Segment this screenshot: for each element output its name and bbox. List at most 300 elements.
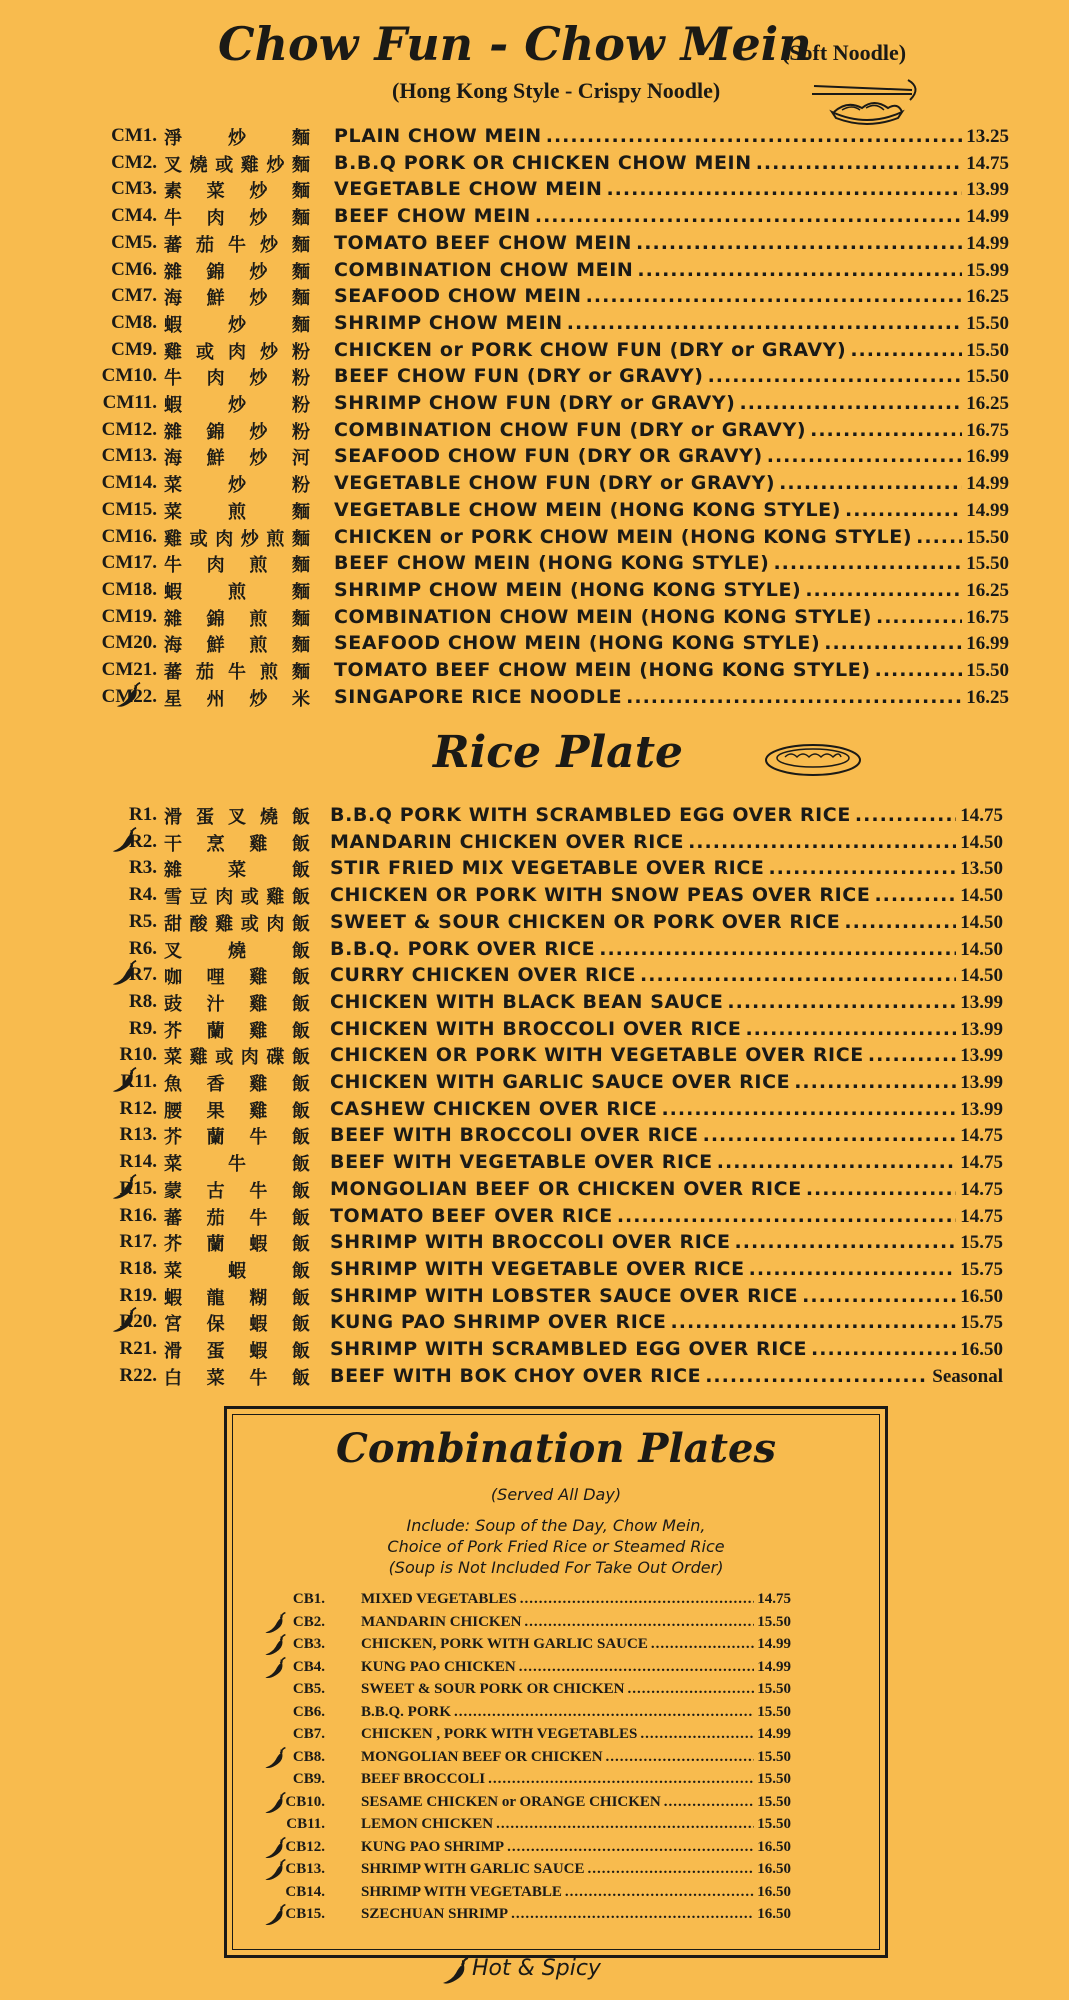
item-name: TOMATO BEEF CHOW MEIN [334, 231, 633, 254]
zh-char: 飯 [292, 1260, 310, 1282]
combo-code: CB5. [292, 1681, 325, 1697]
zh-char: 蕃 [164, 662, 182, 683]
item-chinese-name [164, 856, 310, 882]
zh-char: 麵 [291, 528, 310, 550]
dot-leader [606, 1749, 755, 1766]
dot-leader [535, 205, 962, 227]
menu-item [0, 336, 1069, 363]
dot-leader [599, 938, 956, 960]
dot-leader [640, 964, 956, 986]
item-code: R16. [119, 1204, 157, 1226]
dot-leader [661, 1098, 956, 1120]
zh-char: 淨 [164, 128, 182, 149]
combo-code: CB3. [292, 1636, 325, 1652]
combo-name: B.B.Q. PORK [361, 1703, 452, 1720]
zh-char: 魚 [164, 1074, 182, 1095]
item-code: R4. [129, 884, 157, 906]
dot-leader [524, 1614, 754, 1631]
zh-char: 蛋 [206, 1341, 225, 1362]
item-chinese-name [164, 311, 310, 337]
item-price: 15.50 [966, 660, 1009, 681]
item-price: 15.75 [960, 1312, 1003, 1334]
item-chinese-name [164, 1284, 310, 1310]
zh-char: 雞 [249, 1100, 268, 1122]
menu-item [0, 1255, 1069, 1282]
item-code: R21. [119, 1338, 157, 1359]
zh-char: 炒 [228, 395, 246, 416]
zh-char: 果 [206, 1100, 225, 1122]
combination-item [227, 1657, 885, 1679]
zh-char: 香 [206, 1074, 225, 1095]
item-code: CM8. [111, 311, 157, 333]
item-name: BEEF CHOW MEIN (HONG KONG STYLE) [334, 552, 770, 575]
combo-name: MIXED VEGETABLES [361, 1591, 517, 1607]
zh-char: 炒 [260, 341, 278, 363]
item-code: CM12. [101, 418, 157, 440]
menu-item [0, 362, 1069, 389]
zh-char: 飯 [291, 887, 310, 909]
zh-char: 煎 [228, 501, 246, 523]
zh-char: 滑 [164, 807, 182, 828]
combination-title: Combination Plates [336, 1425, 776, 1472]
item-name: CHICKEN or PORK CHOW FUN (DRY or GRAVY) [334, 338, 847, 361]
dot-leader [636, 232, 962, 254]
item-code: CM21. [101, 659, 157, 680]
item-name: VEGETABLE CHOW FUN (DRY or GRAVY) [334, 472, 776, 495]
dot-leader [779, 472, 962, 494]
dot-leader [520, 1591, 755, 1608]
dot-leader [565, 1884, 754, 1901]
noodle-bowl-icon [812, 70, 924, 128]
zh-char: 飯 [291, 833, 310, 855]
zh-char: 菜 [228, 860, 246, 882]
item-name: BEEF WITH BOK CHOY OVER RICE [330, 1364, 702, 1387]
item-chinese-name [164, 1364, 310, 1390]
menu-item [0, 549, 1069, 576]
zh-char: 炒 [249, 421, 268, 443]
zh-char: 肉 [206, 208, 225, 230]
zh-char: 牛 [228, 1154, 246, 1176]
rice-plate-icon [763, 741, 863, 779]
item-name: SHRIMP CHOW MEIN (HONG KONG STYLE) [334, 578, 802, 601]
combination-item [227, 1837, 885, 1859]
dot-leader [845, 499, 962, 521]
item-price: 14.75 [960, 1205, 1003, 1227]
combo-name: MONGOLIAN BEEF OR CHICKEN [361, 1748, 603, 1765]
legend [440, 1956, 601, 1981]
zh-char: 麵 [292, 234, 310, 256]
dot-leader [671, 1311, 957, 1333]
menu-item [0, 801, 1069, 828]
item-code: R8. [129, 990, 157, 1012]
zh-char: 飯 [291, 1180, 310, 1202]
combo-name: SZECHUAN SHRIMP [361, 1906, 509, 1922]
zh-char: 炒 [240, 528, 259, 550]
zh-char: 肉 [206, 368, 225, 390]
dot-leader [688, 831, 956, 853]
zh-char: 炒 [249, 688, 268, 710]
combo-price: 15.50 [757, 1681, 791, 1697]
zh-char: 或 [189, 528, 208, 550]
item-name: CHICKEN OR PORK WITH VEGETABLE OVER RICE [330, 1044, 864, 1067]
zh-char: 飯 [291, 1207, 310, 1229]
combo-code: CB4. [292, 1658, 325, 1675]
legend-label: Hot & Spicy [472, 1956, 601, 1981]
item-code: R2. [129, 830, 157, 852]
item-code: R9. [129, 1017, 157, 1039]
zh-char: 炒 [249, 288, 268, 310]
item-name: VEGETABLE CHOW MEIN [334, 178, 603, 201]
item-name: SWEET & SOUR CHICKEN OR PORK OVER RICE [330, 910, 841, 933]
zh-char: 或 [196, 341, 214, 363]
zh-char: 蘭 [206, 1234, 225, 1256]
include-line-1: Include: Soup of the Day, Chow Mein, [406, 1516, 706, 1535]
zh-char: 飯 [292, 807, 310, 828]
zh-char: 麵 [291, 608, 310, 630]
menu-item [0, 256, 1069, 283]
menu-item [0, 175, 1069, 202]
item-chinese-name [164, 1043, 310, 1069]
menu-item [0, 935, 1069, 962]
zh-char: 哩 [206, 967, 225, 989]
zh-char: 飯 [291, 1367, 310, 1389]
combo-price: 14.99 [757, 1658, 791, 1675]
pepper-icon [263, 1903, 287, 1932]
dot-leader [703, 1124, 957, 1146]
item-chinese-name [164, 1337, 310, 1363]
zh-char: 煎 [249, 635, 268, 657]
combo-price: 16.50 [757, 1861, 791, 1877]
dot-leader [875, 659, 963, 681]
combo-code: CB12. [285, 1838, 325, 1855]
item-chinese-name [164, 525, 310, 551]
menu-item [0, 229, 1069, 256]
zh-char: 牛 [228, 662, 246, 683]
item-code: R11. [120, 1071, 157, 1092]
combo-price: 16.50 [757, 1883, 791, 1900]
combo-name: MANDARIN CHICKEN [361, 1613, 522, 1630]
zh-char: 炒 [260, 234, 278, 256]
menu-item [0, 202, 1069, 229]
dot-leader [768, 857, 956, 879]
dot-leader [824, 632, 962, 654]
zh-char: 雞 [249, 1074, 268, 1095]
item-price: 13.99 [966, 179, 1009, 201]
menu-item [0, 1095, 1069, 1122]
zh-char: 炒 [228, 475, 246, 497]
zh-char: 咖 [164, 967, 182, 989]
zh-char: 或 [240, 913, 259, 935]
zh-char: 蒙 [164, 1180, 182, 1202]
item-code: R1. [129, 804, 157, 825]
zh-char: 烹 [206, 833, 225, 855]
combo-price: 16.50 [757, 1838, 791, 1855]
zh-char: 麵 [292, 662, 310, 683]
combination-item [227, 1882, 885, 1904]
zh-char: 燒 [260, 807, 278, 828]
zh-char: 糊 [249, 1287, 268, 1309]
zh-char: 麵 [292, 128, 310, 149]
menu-item [0, 309, 1069, 336]
item-code: R20. [119, 1311, 157, 1333]
zh-char: 河 [291, 448, 310, 470]
menu-item [0, 442, 1069, 469]
item-code: R3. [129, 857, 157, 879]
item-name: B.B.Q. PORK OVER RICE [330, 937, 596, 960]
zh-char: 鮮 [206, 448, 225, 470]
item-chinese-name [164, 338, 310, 364]
item-price: 15.75 [960, 1258, 1003, 1280]
dot-leader [717, 1151, 956, 1173]
zh-char: 飯 [291, 1287, 310, 1309]
item-name: CHICKEN or PORK CHOW MEIN (HONG KONG STYLE) [334, 525, 913, 548]
dot-leader [626, 686, 962, 708]
item-name: COMBINATION CHOW MEIN [334, 258, 634, 281]
dot-leader [735, 1231, 957, 1253]
zh-char: 飯 [292, 940, 310, 962]
item-price: 14.99 [966, 499, 1009, 521]
item-name: BEEF WITH VEGETABLE OVER RICE [330, 1151, 713, 1174]
menu-item [0, 603, 1069, 630]
combo-name: KUNG PAO CHICKEN [361, 1658, 516, 1675]
item-price: 13.99 [960, 1045, 1003, 1067]
dot-leader [651, 1636, 754, 1653]
zh-char: 素 [164, 181, 182, 203]
zh-char: 飯 [291, 967, 310, 989]
zh-char: 炒 [249, 181, 268, 203]
item-price: 13.25 [966, 126, 1009, 147]
dot-leader [805, 579, 962, 601]
zh-char: 炒 [228, 314, 246, 336]
zh-char: 肉 [215, 887, 234, 909]
combo-name: KUNG PAO SHRIMP [361, 1838, 505, 1855]
zh-char: 蝦 [164, 395, 182, 416]
zh-char: 雜 [164, 261, 182, 283]
item-chinese-name [164, 177, 310, 203]
dot-leader [802, 1285, 956, 1307]
combination-plates-box [224, 1406, 888, 1958]
zh-char: 米 [291, 688, 310, 710]
zh-char: 海 [164, 448, 182, 470]
zh-char: 錦 [206, 608, 225, 630]
zh-char: 雞 [249, 1020, 268, 1042]
dot-leader [745, 1018, 956, 1040]
item-code: CM5. [111, 231, 157, 253]
combination-item [227, 1814, 885, 1836]
zh-char: 麵 [291, 261, 310, 283]
zh-char: 菜 [206, 181, 225, 203]
item-price: 16.75 [966, 419, 1009, 441]
menu-item [0, 656, 1069, 683]
dot-leader [767, 445, 963, 467]
zh-char: 飯 [291, 1127, 310, 1149]
zh-char: 蕃 [164, 234, 182, 256]
item-price: 16.50 [960, 1285, 1003, 1307]
dot-leader [567, 312, 962, 334]
item-price: 14.50 [960, 938, 1003, 960]
zh-char: 粉 [292, 341, 310, 363]
dot-leader [628, 1681, 755, 1698]
zh-char: 粉 [292, 395, 310, 416]
menu-item [0, 1121, 1069, 1148]
item-code: CM16. [101, 525, 157, 547]
item-price: 16.99 [966, 446, 1009, 468]
item-price: 14.75 [960, 805, 1003, 826]
item-price: 16.25 [966, 393, 1009, 414]
dot-leader [874, 884, 956, 906]
item-price: 14.99 [966, 232, 1009, 254]
item-name: COMBINATION CHOW FUN (DRY or GRAVY) [334, 418, 807, 441]
item-name: TOMATO BEEF OVER RICE [330, 1204, 613, 1227]
combo-price: 15.50 [757, 1793, 791, 1810]
zh-char: 鮮 [206, 635, 225, 657]
item-code: CM2. [111, 151, 157, 173]
item-code: R19. [119, 1284, 157, 1306]
item-name: STIR FRIED MIX VEGETABLE OVER RICE [330, 857, 765, 880]
zh-char: 炒 [266, 154, 285, 176]
zh-char: 蝦 [249, 1314, 268, 1336]
zh-char: 飯 [291, 1100, 310, 1122]
combination-item [227, 1634, 885, 1656]
zh-char: 麵 [291, 208, 310, 230]
zh-char: 蝦 [164, 1287, 182, 1309]
zh-char: 雞 [215, 913, 234, 935]
zh-char: 保 [206, 1314, 225, 1336]
zh-char: 蝦 [249, 1341, 268, 1362]
combination-item [227, 1769, 885, 1791]
zh-char: 或 [240, 887, 259, 909]
zh-char: 肉 [228, 341, 246, 363]
chow-fun-note: (Soft Noodle) [782, 40, 907, 65]
dot-leader [640, 1726, 754, 1743]
item-name: TOMATO BEEF CHOW MEIN (HONG KONG STYLE) [334, 659, 871, 681]
item-name: SINGAPORE RICE NOODLE [334, 685, 623, 708]
zh-char: 雞 [164, 528, 182, 550]
item-chinese-name [164, 151, 310, 177]
zh-char: 飯 [291, 1074, 310, 1095]
zh-char: 飯 [292, 860, 310, 882]
dot-leader [488, 1771, 754, 1788]
menu-item [0, 149, 1069, 176]
zh-char: 煎 [266, 528, 285, 550]
zh-char: 雜 [164, 421, 182, 443]
combo-name: CHICKEN , PORK WITH VEGETABLES [361, 1726, 638, 1742]
zh-char: 汁 [206, 993, 225, 1015]
dot-leader [511, 1906, 754, 1923]
combination-item [227, 1612, 885, 1634]
zh-char: 茄 [196, 662, 214, 683]
dot-leader [810, 419, 962, 441]
menu-item [0, 416, 1069, 443]
item-chinese-name [164, 910, 310, 936]
item-chinese-name [164, 418, 310, 444]
item-code: R14. [119, 1151, 157, 1173]
item-code: CM17. [101, 552, 157, 574]
item-price: 15.50 [966, 526, 1009, 548]
combination-item [227, 1679, 885, 1701]
item-chinese-name [164, 883, 310, 909]
zh-char: 龍 [206, 1287, 225, 1309]
item-name: SHRIMP WITH SCRAMBLED EGG OVER RICE [330, 1338, 808, 1360]
item-name: SEAFOOD CHOW MEIN (HONG KONG STYLE) [334, 632, 821, 655]
zh-char: 飯 [291, 1020, 310, 1042]
zh-char: 菜 [164, 501, 182, 523]
zh-char: 蛋 [196, 807, 214, 828]
item-code: CM1. [111, 125, 157, 146]
dot-leader [496, 1816, 754, 1833]
item-price: 14.75 [966, 152, 1009, 174]
item-chinese-name [164, 1017, 310, 1043]
item-chinese-name [164, 1204, 310, 1230]
item-name: KUNG PAO SHRIMP OVER RICE [330, 1311, 667, 1334]
dot-leader [637, 259, 962, 281]
item-chinese-name [164, 963, 310, 989]
item-name: PLAIN CHOW MEIN [334, 125, 542, 147]
zh-char: 牛 [228, 234, 246, 256]
menu-item [0, 1148, 1069, 1175]
menu-item [0, 1175, 1069, 1202]
item-chinese-name [164, 631, 310, 657]
zh-char: 菜 [164, 475, 182, 497]
item-price: 16.50 [960, 1339, 1003, 1360]
zh-char: 碟 [266, 1047, 285, 1069]
include-line-2: Choice of Pork Fried Rice or Steamed Rice [387, 1537, 725, 1556]
zh-char: 飯 [291, 993, 310, 1015]
item-price: 14.99 [966, 473, 1009, 495]
item-price: 16.25 [966, 686, 1009, 708]
item-code: R22. [119, 1364, 157, 1386]
item-price: 16.75 [966, 606, 1009, 628]
item-name: SHRIMP WITH LOBSTER SAUCE OVER RICE [330, 1284, 799, 1307]
menu-item [0, 389, 1069, 416]
zh-char: 芥 [164, 1234, 182, 1256]
dot-leader [749, 1258, 957, 1280]
item-name: SHRIMP WITH BROCCOLI OVER RICE [330, 1231, 731, 1254]
combo-code: CB14. [285, 1883, 325, 1900]
zh-char: 雞 [249, 967, 268, 989]
item-name: SEAFOOD CHOW MEIN [334, 285, 582, 308]
menu-item [0, 961, 1069, 988]
dot-leader [708, 365, 963, 387]
dot-leader [876, 606, 962, 628]
item-name: CHICKEN WITH GARLIC SAUCE OVER RICE [330, 1071, 791, 1093]
item-code: CM4. [111, 205, 157, 227]
item-name: BEEF CHOW MEIN [334, 205, 531, 228]
zh-char: 飯 [291, 1047, 310, 1069]
item-code: CM10. [101, 365, 157, 387]
combo-price: 15.50 [757, 1703, 791, 1720]
item-name: BEEF WITH BROCCOLI OVER RICE [330, 1124, 699, 1147]
menu-item [0, 1015, 1069, 1042]
item-price: Seasonal [932, 1365, 1003, 1387]
combo-price: 16.50 [757, 1906, 791, 1922]
zh-char: 雞 [240, 154, 259, 176]
dot-leader [546, 125, 963, 147]
item-price: 14.75 [960, 1152, 1003, 1174]
item-chinese-name [164, 830, 310, 856]
item-code: R6. [129, 937, 157, 959]
zh-char: 蝦 [164, 581, 182, 603]
item-code: CM18. [101, 578, 157, 600]
item-price: 13.99 [960, 991, 1003, 1013]
zh-char: 麵 [292, 581, 310, 603]
zh-char: 雞 [249, 993, 268, 1015]
dot-leader [507, 1839, 754, 1856]
item-price: 15.75 [960, 1232, 1003, 1254]
zh-char: 海 [164, 635, 182, 657]
item-name: VEGETABLE CHOW MEIN (HONG KONG STYLE) [334, 498, 842, 521]
combination-item [227, 1792, 885, 1814]
